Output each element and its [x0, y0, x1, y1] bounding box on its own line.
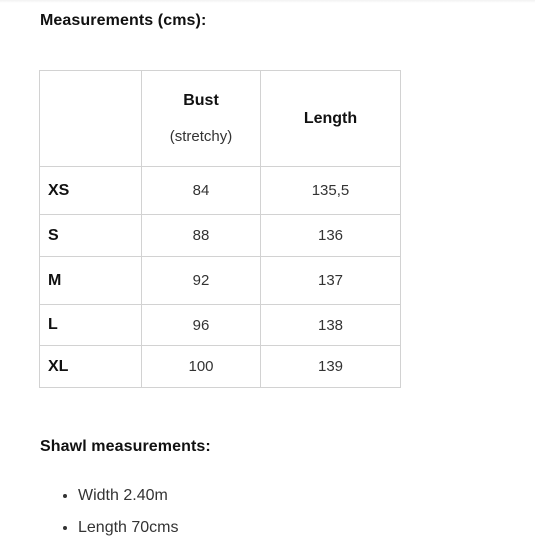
table-row [40, 257, 401, 305]
length-value: 136 [261, 215, 401, 257]
top-divider [0, 0, 535, 3]
size-label: XS [40, 167, 142, 215]
shawl-measurements-list [40, 478, 179, 542]
table-row [40, 346, 401, 388]
bust-value: 92 [142, 257, 261, 305]
length-column-title: Length [303, 109, 358, 127]
shawl-heading: Shawl measurements: [40, 438, 211, 455]
size-label: L [40, 305, 142, 346]
bust-column-note: (stretchy) [169, 128, 233, 145]
bust-column-title: Bust [183, 92, 219, 109]
header-length-cell [261, 71, 401, 167]
size-label: S [40, 215, 142, 257]
header-bust-cell [142, 71, 261, 167]
list-item: • Width 2.40m [78, 478, 179, 510]
table-row [40, 167, 401, 215]
table-row [40, 305, 401, 346]
header-empty-cell [40, 71, 142, 167]
length-value: 138 [261, 305, 401, 346]
table-header-row [40, 71, 401, 167]
bust-value: 100 [142, 346, 261, 388]
table-row [40, 215, 401, 257]
length-value: 135,5 [261, 167, 401, 215]
size-label: M [40, 257, 142, 305]
bust-value: 88 [142, 215, 261, 257]
bust-value: 96 [142, 305, 261, 346]
bust-value: 84 [142, 167, 261, 215]
measurements-heading: Measurements (cms): [40, 12, 207, 29]
size-label: XL [40, 346, 142, 388]
list-item: • Length 70cms [78, 510, 179, 542]
length-value: 139 [261, 346, 401, 388]
size-chart-table [39, 70, 401, 388]
length-value: 137 [261, 257, 401, 305]
